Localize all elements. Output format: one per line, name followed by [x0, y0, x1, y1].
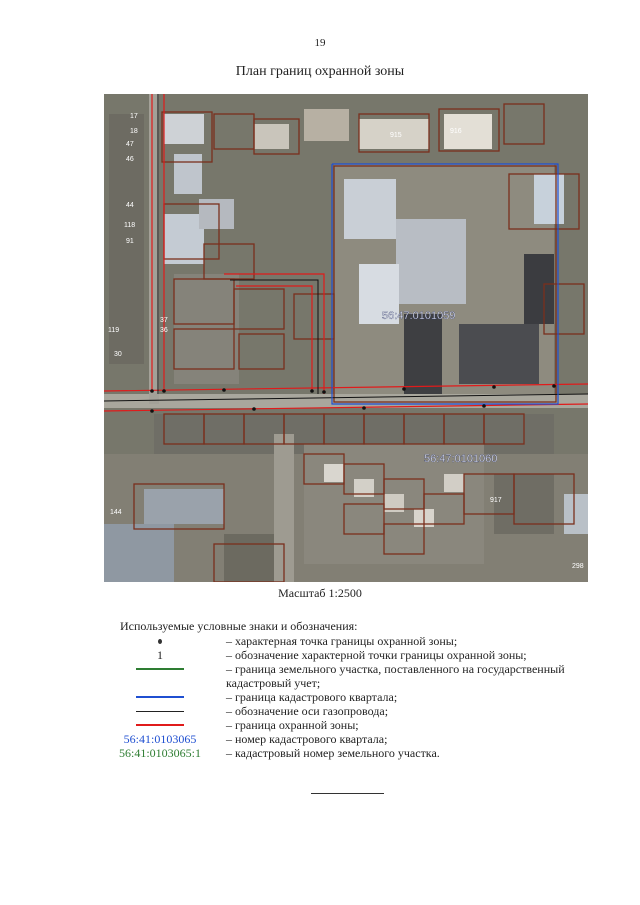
building — [524, 254, 554, 324]
legend-description: – обозначение оси газопровода; — [226, 704, 389, 718]
building — [404, 314, 442, 394]
parcel-number: 36 — [160, 327, 168, 334]
legend-description: – граница охранной зоны; — [226, 718, 359, 732]
red-line-icon — [136, 724, 184, 726]
page-title: План границ охранной зоны — [235, 64, 405, 79]
parcel-number: 917 — [490, 497, 502, 504]
building — [564, 494, 588, 534]
parcel-number: 915 — [390, 132, 402, 139]
legend-symbol — [100, 704, 220, 718]
page-number: 19 — [314, 37, 326, 49]
building — [164, 214, 204, 264]
building — [534, 174, 564, 224]
building — [304, 109, 349, 141]
legend-description: – номер кадастрового квартала; — [226, 732, 388, 746]
building — [254, 124, 289, 149]
legend-row-quarter-boundary — [100, 690, 600, 704]
parcel-number: 30 — [114, 351, 122, 358]
footer-divider — [311, 793, 384, 794]
legend-symbol — [100, 662, 220, 676]
legend-heading: Используемые условные знаки и обозначения: — [120, 619, 358, 633]
legend-symbol-text: 56:41:0103065:1 — [118, 746, 201, 760]
parcel-number: 298 — [572, 563, 584, 570]
legend-row-quarter-number — [100, 732, 600, 746]
parcel-number: 91 — [126, 238, 134, 245]
legend-symbol-text: 56:41:0103065 — [123, 732, 197, 746]
parcel-number: 46 — [126, 156, 134, 163]
parcel-number: 118 — [124, 222, 136, 229]
parcel-number: 119 — [108, 327, 120, 334]
legend-row-point — [100, 634, 600, 648]
building — [104, 524, 174, 582]
legend-description: – граница кадастрового квартала; — [226, 690, 398, 704]
point-icon — [158, 639, 162, 644]
building — [494, 474, 554, 534]
legend-row-parcel-boundary — [100, 662, 600, 690]
parcel-number: 144 — [110, 509, 122, 516]
legend-row-point-label — [100, 648, 600, 662]
legend-description: – характерная точка границы охранной зоны; — [226, 634, 458, 648]
legend-symbol — [100, 732, 220, 746]
house — [324, 464, 344, 482]
legend-description: – граница земельного участка, поставленного на государственный кадастровый учет; — [226, 662, 565, 690]
blue-line-icon — [136, 696, 184, 698]
building — [459, 324, 539, 384]
legend — [100, 634, 600, 760]
legend-description: – кадастровый номер земельного участка. — [226, 746, 440, 760]
legend-description: – обозначение характерной точки границы охранной зоны; — [226, 648, 527, 662]
quarter-label-59: 56:47:0101059 — [382, 310, 456, 322]
green-line-icon — [136, 668, 184, 670]
satellite-map — [104, 94, 588, 582]
map-canvas — [104, 94, 588, 582]
building — [396, 219, 466, 304]
building — [164, 114, 204, 144]
legend-row-parcel-number — [100, 746, 600, 760]
street — [104, 394, 588, 408]
house — [444, 474, 464, 492]
legend-symbol — [100, 690, 220, 704]
legend-symbol — [100, 634, 220, 648]
parcel-number: 47 — [126, 141, 134, 148]
quarter-label-60: 56:47:0101060 — [424, 453, 498, 465]
building — [344, 179, 396, 239]
parcel-number: 18 — [130, 128, 138, 135]
parcel-number: 916 — [450, 128, 462, 135]
parcel-number: 44 — [126, 202, 134, 209]
parcel-number: 17 — [130, 113, 138, 120]
legend-symbol — [100, 746, 220, 760]
legend-symbol — [100, 648, 220, 662]
map-scale: Масштаб 1:2500 — [278, 586, 362, 600]
legend-symbol — [100, 718, 220, 732]
parcel-number: 37 — [160, 317, 168, 324]
building — [144, 489, 224, 524]
black-line-icon — [136, 711, 184, 712]
legend-symbol-text: 1 — [157, 648, 163, 662]
building — [174, 154, 202, 194]
legend-row-zone-boundary — [100, 718, 600, 732]
legend-row-gas-axis — [100, 704, 600, 718]
